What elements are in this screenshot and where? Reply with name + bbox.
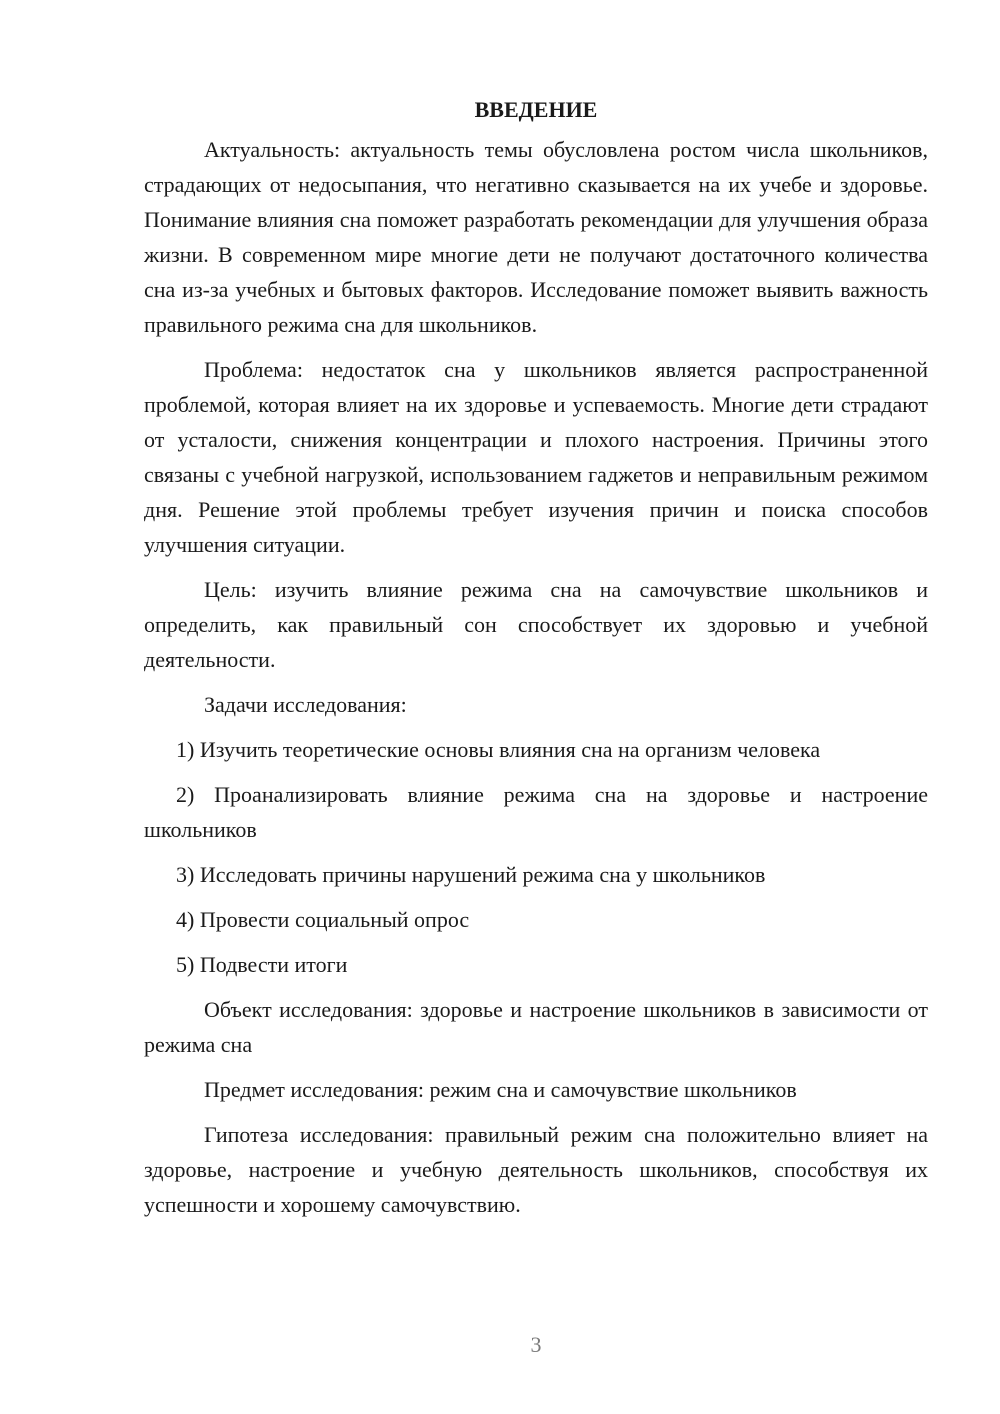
task-item-2: 2) Проанализировать влияние режима сна на здоровье и настроение школьников xyxy=(144,782,928,842)
page-content xyxy=(144,92,928,1232)
page-number: 3 xyxy=(530,1332,542,1357)
tasks-heading: Задачи исследования: xyxy=(204,692,407,717)
problem-paragraph: Проблема: недостаток сна у школьников является распространенной проблемой, которая влияет на их здоровье и успеваемость. Многие дети страдают от усталости, снижения концентрации и плохого настроения. Причины этого связаны с учебной нагрузкой, использованием гаджетов и неправильным режимом дня. Решение этой проблемы требует изучения причин и поиска способов улучшения ситуации. xyxy=(144,357,928,557)
relevance-paragraph: Актуальность: актуальность темы обусловлена ростом числа школьников, страдающих от недосыпания, что негативно сказывается на их учебе и здоровье. Понимание влияния сна поможет разработать рекомендации для улучшения образа жизни. В современном мире многие дети не получают достаточного количества сна из-за учебных и бытовых факторов. Исследование поможет выявить важность правильного режима сна для школьников. xyxy=(144,137,928,337)
hypothesis-paragraph: Гипотеза исследования: правильный режим сна положительно влияет на здоровье, настроение и учебную деятельность школьников, способствуя их успешности и хорошему самочувствию. xyxy=(144,1122,928,1217)
page-title: ВВЕДЕНИЕ xyxy=(474,97,598,122)
task-item-4: 4) Провести социальный опрос xyxy=(176,907,470,932)
object-paragraph: Объект исследования: здоровье и настроение школьников в зависимости от режима сна xyxy=(144,997,928,1057)
task-item-3: 3) Исследовать причины нарушений режима сна у школьников xyxy=(176,862,766,887)
task-item-5: 5) Подвести итоги xyxy=(176,952,348,977)
subject-paragraph: Предмет исследования: режим сна и самочувствие школьников xyxy=(204,1077,797,1102)
goal-paragraph: Цель: изучить влияние режима сна на самочувствие школьников и определить, как правильный сон способствует их здоровью и учебной деятельности. xyxy=(144,577,928,672)
task-item-1: 1) Изучить теоретические основы влияния сна на организм человека xyxy=(176,737,821,762)
